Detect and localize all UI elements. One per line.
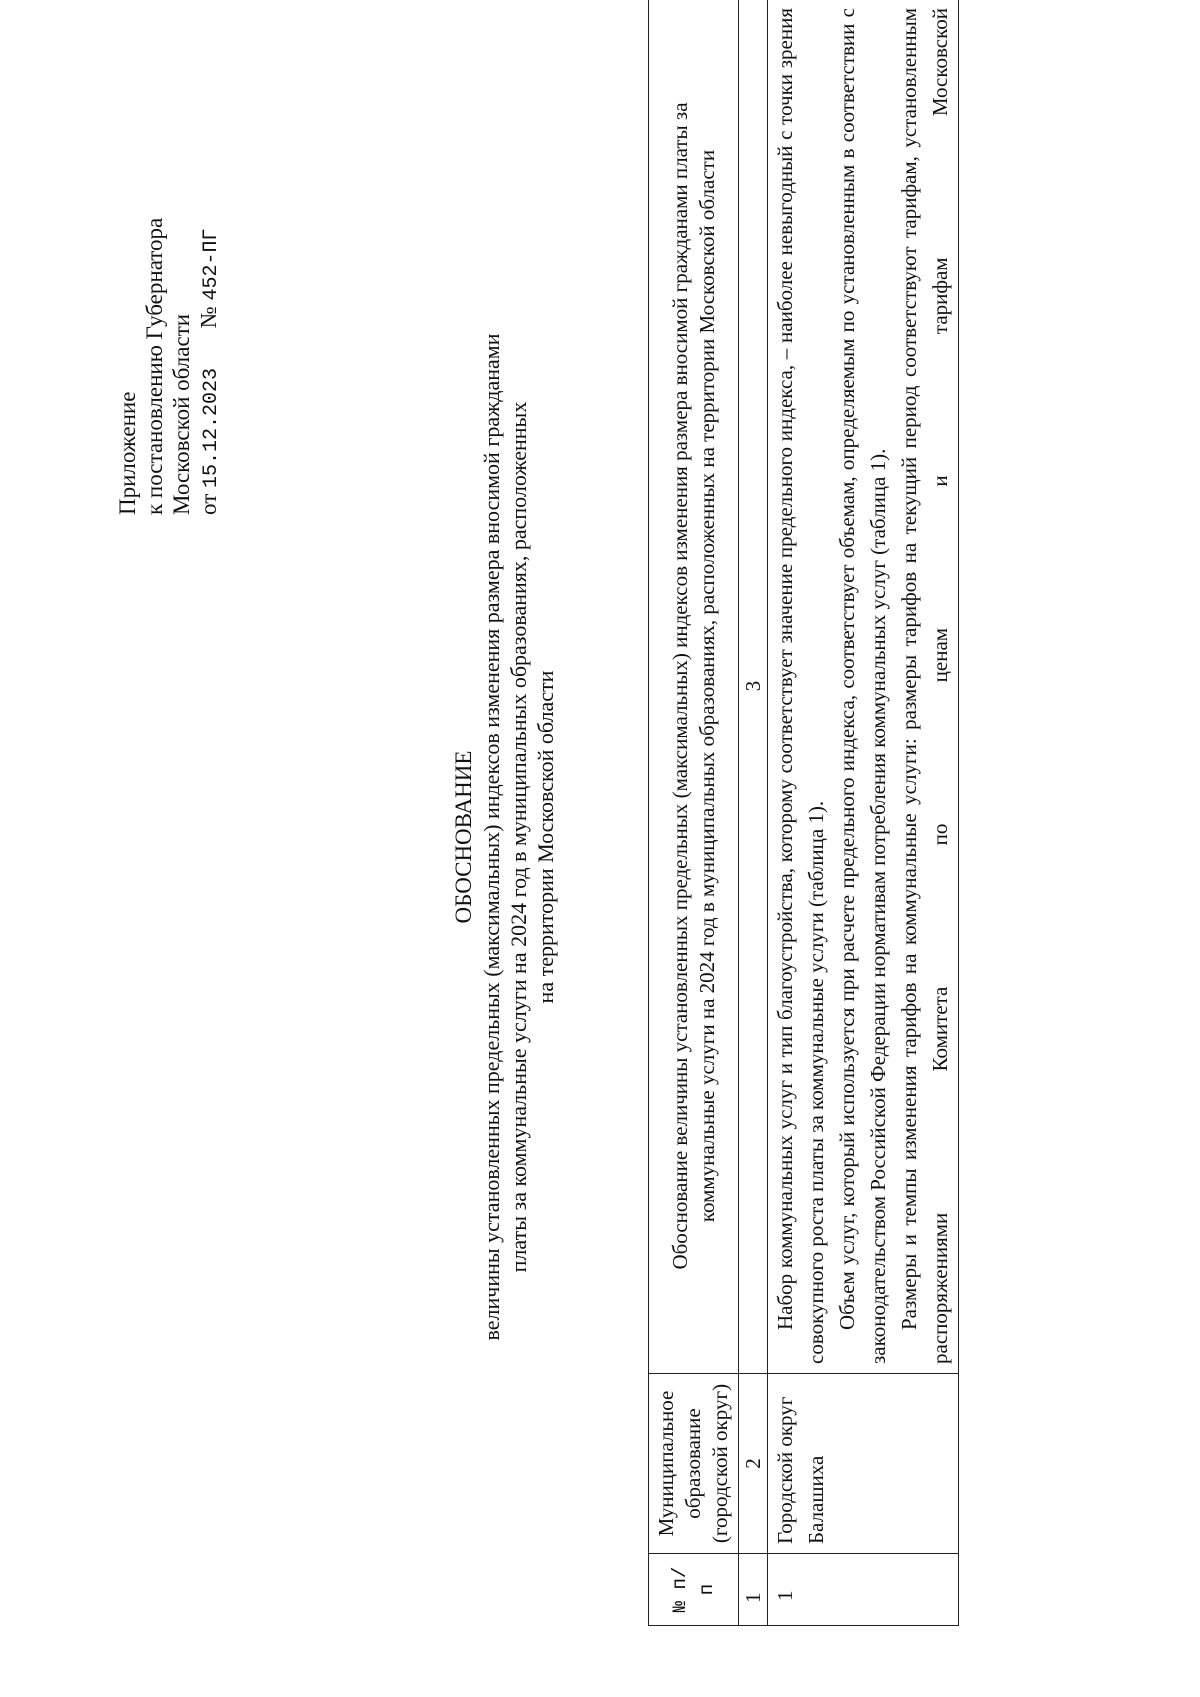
column-index-row xyxy=(739,0,768,1626)
approval-number-sign: № xyxy=(196,306,221,329)
column-index-2: 2 xyxy=(739,1374,768,1554)
approval-date-prefix: от xyxy=(196,493,221,515)
title-line-1: величины установленных предельных (максимальных) индексов изменения размера вносимой гражданами xyxy=(479,333,504,1341)
title-line-3: на территории Московской области xyxy=(533,670,558,1004)
justification-paragraph-2: Объем услуг, который используется при расчете предельного индекса, соответствует объемам, определяемым по установленным в соответствии с законодательством Российской Федерации нормативам потребления коммунальных услуг (таблица 1). xyxy=(835,8,890,1364)
approval-date: 15.12.2023 xyxy=(200,367,223,488)
table-row xyxy=(768,0,959,1626)
justification-paragraph-1: Набор коммунальных услуг и тип благоустройства, которому соответствует значение предельного индекса, – наиболее невыгодный с точки зрения совокупного роста платы за коммунальные услуги (таблица 1). xyxy=(773,8,828,1364)
document-title xyxy=(450,217,559,1457)
table-header-row xyxy=(649,0,739,1626)
justification-paragraph-3: Размеры и темпы изменения тарифов на коммунальные услуги: размеры тарифов на текущий период соответствуют тарифам, установленным распоряжениями Комитета по ценам и тарифам Московской xyxy=(897,8,952,1364)
row-municipality: Городской округ Балашиха xyxy=(768,1374,959,1554)
column-index-3: 3 xyxy=(739,0,768,1374)
header-municipality: Муниципальное образование (городской округ) xyxy=(649,1374,739,1554)
approval-number: 452-ПГ xyxy=(200,228,223,301)
approval-line-3: Московской области xyxy=(169,313,194,515)
approval-line-2: к постановлению Губернатора xyxy=(142,217,167,515)
justification-table xyxy=(648,0,959,1626)
title-heading: ОБОСНОВАНИЕ xyxy=(451,750,476,924)
row-justification xyxy=(768,0,959,1374)
approval-block xyxy=(114,218,225,515)
header-num: № п/п xyxy=(649,1554,739,1626)
approval-line-1: Приложение xyxy=(115,391,140,515)
title-line-2: платы за коммунальные услуги на 2024 год в муниципальных образованиях, расположенных xyxy=(506,401,531,1273)
approval-date-line xyxy=(195,218,225,515)
column-index-1: 1 xyxy=(739,1554,768,1626)
row-number: 1 xyxy=(768,1554,959,1626)
header-justification: Обоснование величины установленных предельных (максимальных) индексов изменения размера вносимой гражданами платы за коммунальные услуги на 2024 год в муниципальных образованиях, расположенных на территории Московской области xyxy=(649,0,739,1374)
